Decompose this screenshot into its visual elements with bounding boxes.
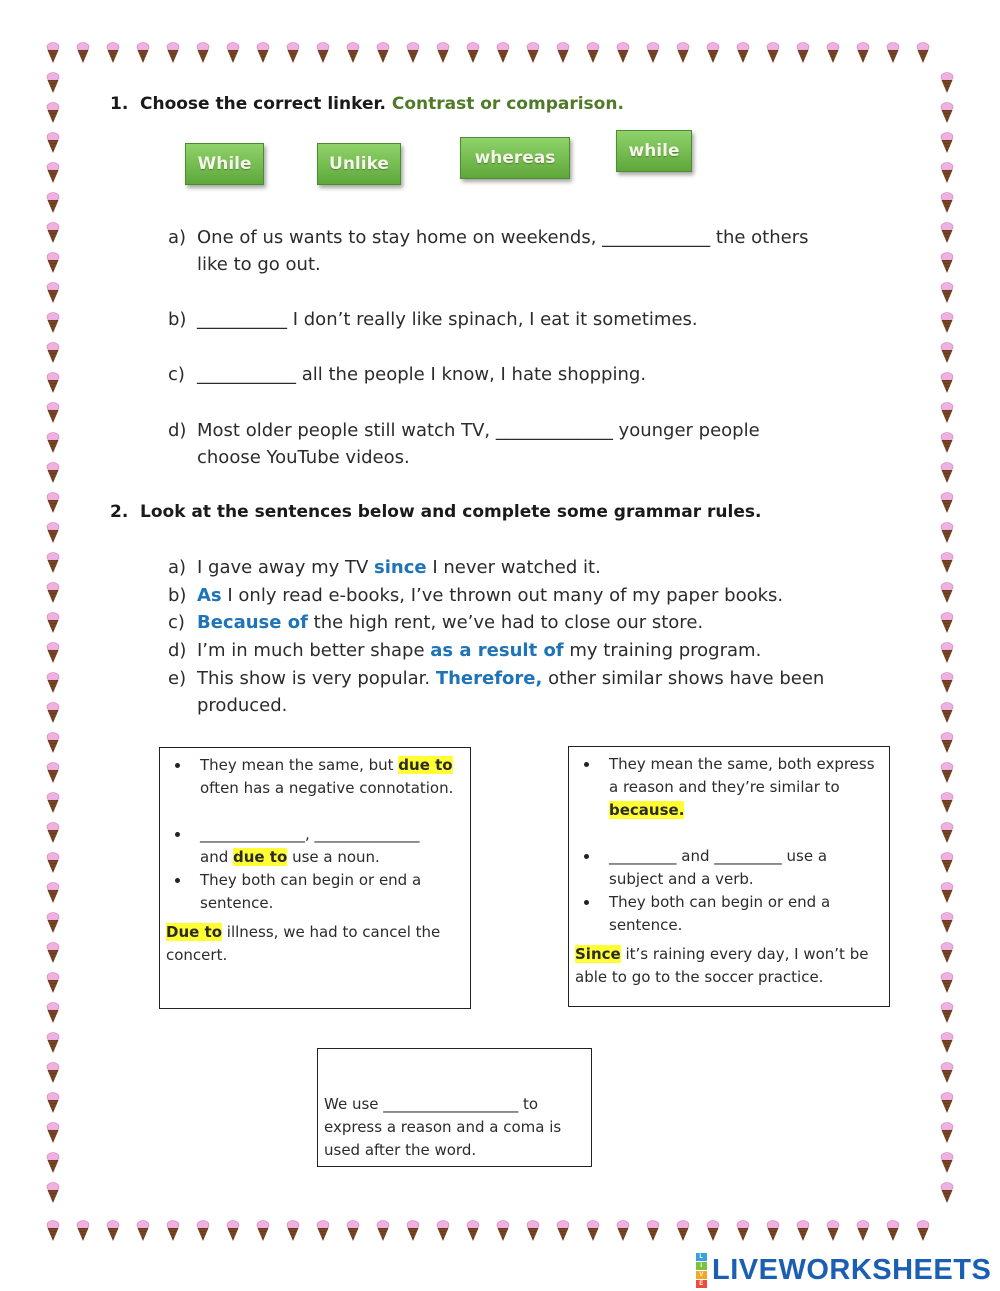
ice-cream-cone-icon [76, 42, 90, 64]
ice-cream-cone-icon [46, 1032, 60, 1054]
ice-cream-cone-icon [526, 1220, 540, 1242]
ice-cream-cone-icon [586, 42, 600, 64]
ice-cream-cone-icon [940, 612, 954, 634]
ice-cream-cone-icon [940, 372, 954, 394]
ice-cream-cone-icon [196, 42, 210, 64]
ice-cream-cone-icon [46, 822, 60, 844]
ice-cream-cone-icon [46, 72, 60, 94]
ice-cream-cone-icon [940, 822, 954, 844]
ice-cream-cone-icon [376, 1220, 390, 1242]
ice-cream-cone-icon [940, 1122, 954, 1144]
question-2-item-d: d) I’m in much better shape as a result of my training program. [168, 640, 762, 661]
ice-cream-cone-icon [466, 42, 480, 64]
ice-cream-cone-icon [940, 102, 954, 124]
ice-cream-cone-icon [106, 1220, 120, 1242]
ice-cream-cone-icon [46, 1062, 60, 1084]
ice-cream-cone-icon [940, 972, 954, 994]
ice-cream-cone-icon [940, 912, 954, 934]
ice-cream-cone-icon [46, 372, 60, 394]
ice-cream-cone-icon [940, 1002, 954, 1024]
ice-cream-cone-icon [76, 1220, 90, 1242]
ice-cream-cone-icon [316, 1220, 330, 1242]
ice-cream-cone-icon [940, 792, 954, 814]
ice-cream-cone-icon [556, 42, 570, 64]
linker-chip-while[interactable]: While [185, 143, 264, 185]
ice-cream-cone-icon [46, 252, 60, 274]
ice-cream-cone-icon [46, 1122, 60, 1144]
ice-cream-cone-icon [46, 192, 60, 214]
question-1-heading [110, 94, 624, 114]
ice-cream-cone-icon [436, 1220, 450, 1242]
linker-chip-while-lower[interactable]: while [616, 130, 692, 172]
ice-cream-cone-icon [940, 522, 954, 544]
ice-cream-cone-icon [166, 1220, 180, 1242]
ice-cream-cone-icon [46, 732, 60, 754]
ice-cream-cone-icon [46, 102, 60, 124]
ice-cream-cone-icon [256, 1220, 270, 1242]
rule-right-bullet-3: They both can begin or end a sentence. [575, 891, 879, 937]
question-2-item-c: c) Because of the high rent, we’ve had to close our store. [168, 612, 704, 633]
rule-left-example: Due to illness, we had to cancel the concert. [166, 923, 441, 964]
question-2-number: 2. [110, 502, 129, 522]
ice-cream-cone-icon [826, 42, 840, 64]
rule-box-bottom [317, 1048, 592, 1167]
ice-cream-cone-icon [940, 582, 954, 604]
ice-cream-cone-icon [940, 552, 954, 574]
ice-cream-cone-icon [466, 1220, 480, 1242]
question-2-title: Look at the sentences below and complete some grammar rules. [140, 502, 762, 522]
ice-cream-cone-icon [256, 42, 270, 64]
ice-cream-cone-icon [46, 942, 60, 964]
ice-cream-cone-icon [940, 462, 954, 484]
ice-cream-cone-icon [940, 1062, 954, 1084]
question-1-item-c: c) ___________ all the people I know, I hate shopping. [168, 364, 647, 385]
ice-cream-cone-icon [46, 1182, 60, 1204]
ice-cream-cone-icon [706, 1220, 720, 1242]
ice-cream-cone-icon [46, 642, 60, 664]
rule-right-bullet-1: They mean the same, both express a reason and they’re similar to because. [575, 753, 879, 822]
ice-cream-cone-icon [46, 882, 60, 904]
brand-logo-icon: L I V E [696, 1253, 707, 1288]
ice-cream-cone-icon [940, 882, 954, 904]
rule-box-left [159, 747, 471, 1009]
ice-cream-cone-icon [46, 612, 60, 634]
ice-cream-cone-icon [940, 732, 954, 754]
ice-cream-cone-icon [616, 42, 630, 64]
ice-cream-cone-icon [46, 1220, 60, 1242]
ice-cream-cone-icon [46, 522, 60, 544]
ice-cream-cone-icon [46, 402, 60, 424]
ice-cream-cone-icon [196, 1220, 210, 1242]
answer-blank[interactable]: ______________, ______________ [200, 825, 420, 843]
ice-cream-cone-icon [46, 492, 60, 514]
ice-cream-cone-icon [46, 1002, 60, 1024]
ice-cream-cone-icon [766, 1220, 780, 1242]
ice-cream-cone-icon [796, 42, 810, 64]
ice-cream-cone-icon [940, 642, 954, 664]
ice-cream-cone-icon [46, 1152, 60, 1174]
rule-box-right [568, 746, 890, 1007]
ice-cream-cone-icon [676, 1220, 690, 1242]
question-1-title: Choose the correct linker. [140, 94, 386, 114]
ice-cream-cone-icon [940, 222, 954, 244]
ice-cream-cone-icon [46, 222, 60, 244]
liveworksheets-logo [696, 1253, 991, 1288]
ice-cream-cone-icon [940, 312, 954, 334]
ice-cream-cone-icon [166, 42, 180, 64]
rule-left-bullet-3: They both can begin or end a sentence. [166, 869, 460, 915]
ice-cream-cone-icon [46, 702, 60, 724]
ice-cream-cone-icon [46, 972, 60, 994]
ice-cream-cone-icon [856, 1220, 870, 1242]
ice-cream-cone-icon [436, 42, 450, 64]
ice-cream-cone-icon [940, 162, 954, 184]
ice-cream-cone-icon [46, 342, 60, 364]
question-1-subtitle: Contrast or comparison. [391, 94, 624, 114]
rule-bottom-text[interactable]: We use __________________ to express a reason and a coma is used after the word. [324, 1095, 562, 1159]
ice-cream-cone-icon [286, 42, 300, 64]
ice-cream-cone-icon [940, 762, 954, 784]
ice-cream-cone-icon [736, 42, 750, 64]
ice-cream-cone-icon [940, 432, 954, 454]
ice-cream-cone-icon [916, 1220, 930, 1242]
question-1-item-d: d) Most older people still watch TV, _____________ younger people choose YouTube videos. [168, 420, 760, 468]
question-2-item-e: e) This show is very popular. Therefore, other similar shows have been produced. [168, 668, 825, 716]
ice-cream-cone-icon [940, 72, 954, 94]
ice-cream-cone-icon [886, 42, 900, 64]
ice-cream-cone-icon [940, 942, 954, 964]
ice-cream-cone-icon [46, 432, 60, 454]
question-2-item-b: b) As I only read e-books, I’ve thrown out many of my paper books. [168, 585, 784, 606]
ice-cream-cone-icon [940, 702, 954, 724]
ice-cream-cone-icon [766, 42, 780, 64]
ice-cream-cone-icon [376, 42, 390, 64]
ice-cream-cone-icon [46, 1092, 60, 1114]
ice-cream-cone-icon [46, 852, 60, 874]
rule-right-example: Since it’s raining every day, I won’t be able to go to the soccer practice. [575, 945, 869, 986]
ice-cream-cone-icon [46, 132, 60, 154]
ice-cream-cone-icon [940, 492, 954, 514]
ice-cream-cone-icon [826, 1220, 840, 1242]
ice-cream-cone-icon [586, 1220, 600, 1242]
ice-cream-cone-icon [736, 1220, 750, 1242]
ice-cream-cone-icon [940, 852, 954, 874]
ice-cream-cone-icon [496, 42, 510, 64]
ice-cream-cone-icon [346, 42, 360, 64]
ice-cream-cone-icon [46, 552, 60, 574]
ice-cream-cone-icon [496, 1220, 510, 1242]
ice-cream-cone-icon [706, 42, 720, 64]
rule-left-bullet-1: They mean the same, but due to often has a negative connotation. [166, 754, 460, 800]
ice-cream-cone-icon [46, 672, 60, 694]
ice-cream-cone-icon [406, 42, 420, 64]
ice-cream-cone-icon [106, 42, 120, 64]
ice-cream-cone-icon [940, 252, 954, 274]
question-2-item-a: a) I gave away my TV since I never watched it. [168, 557, 601, 578]
ice-cream-cone-icon [46, 42, 60, 64]
brand-text: LIVEWORKSHEETS [712, 1254, 992, 1286]
ice-cream-cone-icon [940, 192, 954, 214]
ice-cream-cone-icon [46, 912, 60, 934]
ice-cream-cone-icon [406, 1220, 420, 1242]
ice-cream-cone-icon [886, 1220, 900, 1242]
ice-cream-cone-icon [856, 42, 870, 64]
ice-cream-cone-icon [616, 1220, 630, 1242]
ice-cream-cone-icon [940, 672, 954, 694]
ice-cream-cone-icon [940, 342, 954, 364]
linker-chip-whereas[interactable]: whereas [460, 137, 570, 179]
question-1-item-a: a) One of us wants to stay home on weekends, ____________ the others like to go out. [168, 227, 809, 275]
ice-cream-cone-icon [940, 282, 954, 304]
ice-cream-cone-icon [316, 42, 330, 64]
ice-cream-cone-icon [286, 1220, 300, 1242]
linker-chip-unlike[interactable]: Unlike [317, 143, 401, 185]
ice-cream-cone-icon [916, 42, 930, 64]
ice-cream-cone-icon [226, 1220, 240, 1242]
ice-cream-cone-icon [346, 1220, 360, 1242]
question-1-number: 1. [110, 94, 129, 114]
ice-cream-cone-icon [940, 1092, 954, 1114]
ice-cream-cone-icon [526, 42, 540, 64]
ice-cream-cone-icon [46, 792, 60, 814]
ice-cream-cone-icon [796, 1220, 810, 1242]
question-1-item-b: b) __________ I don’t really like spinach, I eat it sometimes. [168, 309, 698, 330]
ice-cream-cone-icon [46, 462, 60, 484]
ice-cream-cone-icon [940, 1152, 954, 1174]
ice-cream-cone-icon [556, 1220, 570, 1242]
ice-cream-cone-icon [136, 1220, 150, 1242]
question-2-heading [110, 502, 761, 522]
ice-cream-cone-icon [226, 42, 240, 64]
ice-cream-cone-icon [46, 282, 60, 304]
ice-cream-cone-icon [136, 42, 150, 64]
ice-cream-cone-icon [46, 582, 60, 604]
ice-cream-cone-icon [940, 1032, 954, 1054]
ice-cream-cone-icon [676, 42, 690, 64]
ice-cream-cone-icon [46, 312, 60, 334]
ice-cream-cone-icon [940, 402, 954, 424]
rule-left-bullet-2: ______________, ______________ and due to use a noun. [166, 823, 460, 869]
ice-cream-cone-icon [46, 762, 60, 784]
ice-cream-cone-icon [46, 162, 60, 184]
ice-cream-cone-icon [940, 132, 954, 154]
ice-cream-cone-icon [940, 1182, 954, 1204]
ice-cream-cone-icon [646, 1220, 660, 1242]
ice-cream-cone-icon [646, 42, 660, 64]
rule-right-bullet-2[interactable]: _________ and _________ use a subject and a verb. [575, 845, 879, 891]
